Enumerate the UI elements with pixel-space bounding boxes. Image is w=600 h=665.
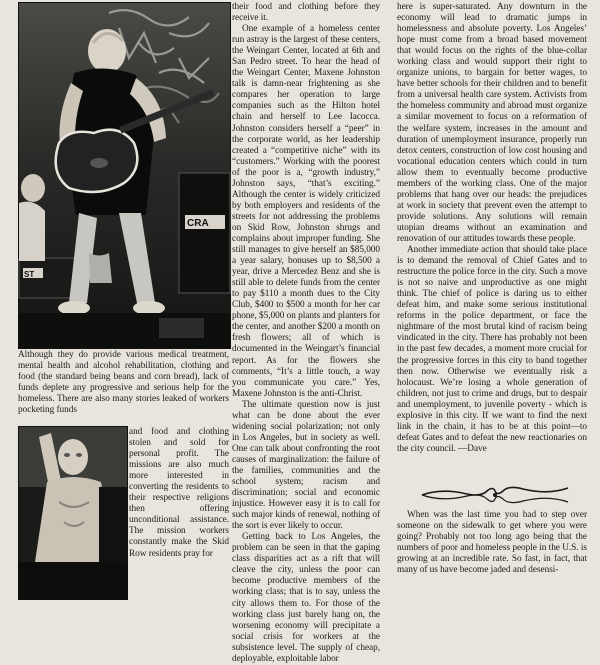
photo-crowd bbox=[18, 426, 128, 600]
paragraph: Although they do provide various medical treatment, mental health and alcohol rehabilitation, clothing and food (the standard being beans and corn bread), lack of funds deplete any progressive and serious help for the homeless. There are also many stories leaked of workers pocketing funds bbox=[18, 350, 229, 416]
column-b bbox=[397, 2, 587, 472]
paragraph: One example of a homeless center run astray is the largest of these centers, the Weingart Center, located at 6th and San Pedro street. To hear the head of the Weingart Center, Maxene Johnston talk is damn-near frightening as she compares her operation to large companies such as the Hilton hotel chain and herself to Lee Iacocca. Johnston considers herself a “peer” in the corporate world, as her leadership created a “competitive niche” with its “customers.” Working with the poorest of the poor is a, “growth industry,” Johnston says, “that’s exciting.” Although the center is widely criticized by both employers and residents of the streets for not addressing the problems on Skid Row, Johnston shrugs and complains about improper funding. She still manages to give herself an $85,000 a year salary, bonuses up to $8,500 a year, drive a Mercedez Benz and she is still able to delete funds from the center to pay $110 a month dues to the City Club, $400 to $500 a month for her car phone, $5,000 on plants and planters for the center, and another $200 a month on fresh flowers; all of which is documented in the Weingart’s financial report. As for the flowers she comments, “It’s a little touch, a way you communicate you care.” Yes, Maxene Johnston is the anti-Christ. bbox=[232, 24, 380, 399]
paragraph: here is super-saturated. Any downturn in the economy will lead to dramatic jumps in homelessness and absolute poverty. Los Angeles’ hope must come from a broad based movement that would focus on the rights of the blue-collar working class and would support their right to organize unions, to bargain for better wages, to have better schools for their children and to benefit from a universal health care system. Activists from the homeless community and abroad must organize a similar movement to focus on a reformation of the welfare system, increases in the amount and duration of unemployment insurance, properly run detox centers, construction of low cost housing and vocational education centers which could in turn allow them to eventually become productive members of the working class. One of the major problems that hang over our heads: the prejudices at work in society that prevent even the attempt to provide solutions. Any solutions will remain utopian dreams without an examination and renovation of our attitudes towards these people. bbox=[397, 2, 587, 244]
paragraph: When was the last time you had to step over someone on the sidewalk to get where you were going? Probably not too long ago being that the numbers of poor and homeless people in the U.S. is growing at an incredible rate. So fast, in fact, that many of us have become jaded and desensi- bbox=[397, 510, 587, 576]
paragraph: The ultimate question now is just what can be done about the ever widening social polarization; not only in Los Angeles, but in society as well. One can talk about confronting the root causes of marginalization: the failure of the families, communities and the school system; racism and discrimination; social and economic injustice. However easy it is to call for such major kinds of renewal, nothing of the sort is ever likely to occur. bbox=[232, 399, 380, 532]
column-a-left bbox=[18, 350, 229, 425]
column-b-after bbox=[397, 510, 587, 598]
photo-crowd-image bbox=[19, 427, 127, 599]
paragraph: and food and clothing stolen and sold for personal profit. The missions are also much more interested in converting the residents to their respective religions then offering unconditional assistance. The mission workers constantly make the Skid Row residents pray for bbox=[129, 427, 229, 559]
paragraph: Another immediate action that should take place is to demand the removal of Chief Gates and to restructure the police force in the city. Such a move is not so naive and unproductive as one might think. The chief of police is daring us to either defeat him, and make some serious institutional reforms in the police department, or face the nightmare of the most brutal kind of racism being vindicated in the city. There has probably not been in the past few decades, a moment more crucial for the progressive forces in this city to band together then now. Otherwise we eventually risk a holocaust. We’re losing a whole generation of children, not just to crime and drugs, but to despair and unemployment, to juvenile poverty - which is explosive in this city. If we want to find the next link in the chain, it has to be at this point—to defeat Gates and to defeat the new reactionaries on the city council. —Dave bbox=[397, 245, 587, 454]
paragraph: Getting back to Los Angeles, the problem can be seen in that the gaping class disparities act as a rift that will cleave the city, unless the poor can become productive members of the working class; that is to say, unless the city allows them to. For those of the working class just barely hang on, the worsening economy will precipitate a social crisis for workers at the subsistence level. The supply of cheap, deployable, exploitable labor bbox=[232, 532, 380, 664]
column-a-wrap bbox=[129, 427, 229, 598]
column-a-top bbox=[232, 2, 380, 664]
amp-label-2: ST bbox=[24, 270, 35, 279]
paragraph: their food and clothing before they receive it. bbox=[232, 2, 380, 24]
amp-label-1: CRA bbox=[187, 218, 209, 229]
photo-guitarist-image bbox=[19, 3, 230, 348]
ornament-divider-icon bbox=[420, 486, 570, 504]
photo-guitarist bbox=[18, 2, 231, 349]
